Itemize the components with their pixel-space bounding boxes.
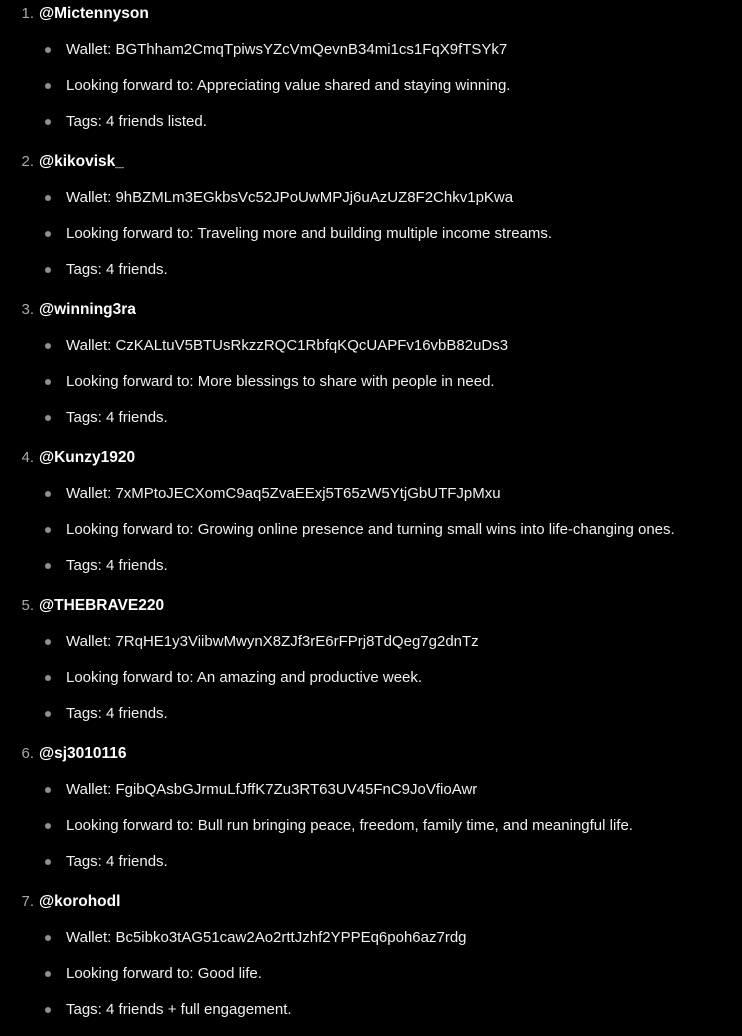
username-handle: @Kunzy1920 — [39, 449, 136, 466]
bullet-icon — [45, 415, 51, 421]
list-number: 6. — [21, 745, 34, 762]
goal-text: Looking forward to: Bull run bringing peace, freedom, family time, and meaningful life. — [66, 817, 633, 834]
tags-text: Tags: 4 friends. — [66, 409, 168, 426]
bullet-icon — [45, 787, 51, 793]
goal-item — [66, 964, 262, 984]
tags-text: Tags: 4 friends. — [66, 557, 168, 574]
goal-text: Looking forward to: Appreciating value shared and staying winning. — [66, 77, 511, 94]
tags-text: Tags: 4 friends. — [66, 705, 168, 722]
goal-item — [66, 372, 495, 392]
bullet-icon — [45, 343, 51, 349]
wallet-text: Wallet: 9hBZMLm3EGkbsVc52JPoUwMPJj6uAzUZ8F2Chkv1pKwa — [66, 189, 514, 206]
wallet-text: Wallet: 7RqHE1y3ViibwMwynX8ZJf3rE6rFPrj8TdQeg7g2dnTz — [66, 633, 479, 650]
list-item-3 — [0, 296, 742, 444]
wallet-item — [66, 928, 467, 948]
wallet-item — [66, 780, 477, 800]
bullet-icon — [45, 971, 51, 977]
list-number: 4. — [21, 449, 34, 466]
bullet-icon — [45, 675, 51, 681]
tags-item — [66, 112, 207, 132]
username-handle: @sj3010116 — [39, 745, 127, 762]
bullet-icon — [45, 859, 51, 865]
wallet-item — [66, 40, 507, 60]
bullet-icon — [45, 83, 51, 89]
wallet-text: Wallet: CzKALtuV5BTUsRkzzRQC1RbfqKQcUAPFv16vbB82uDs3 — [66, 337, 509, 354]
tags-text: Tags: 4 friends + full engagement. — [66, 1001, 292, 1018]
bullet-icon — [45, 491, 51, 497]
tags-item — [66, 408, 168, 428]
username-handle: @THEBRAVE220 — [39, 597, 165, 614]
username-handle: @winning3ra — [39, 301, 136, 318]
tags-item — [66, 852, 168, 872]
tags-text: Tags: 4 friends. — [66, 853, 168, 870]
bullet-icon — [45, 935, 51, 941]
tags-item — [66, 704, 168, 724]
wallet-text: Wallet: Bc5ibko3tAG51caw2Ao2rttJzhf2YPPEq6poh6az7rdg — [66, 929, 467, 946]
goal-text: Looking forward to: Good life. — [66, 965, 262, 982]
bullet-icon — [45, 823, 51, 829]
goal-text: Looking forward to: Traveling more and building multiple income streams. — [66, 225, 553, 242]
list-item-7 — [0, 888, 742, 1036]
goal-text: Looking forward to: An amazing and productive week. — [66, 669, 423, 686]
tags-text: Tags: 4 friends. — [66, 261, 168, 278]
bullet-icon — [45, 1007, 51, 1013]
goal-item — [66, 224, 552, 244]
list-number: 5. — [21, 597, 34, 614]
wallet-text: Wallet: BGThham2CmqTpiwsYZcVmQevnB34mi1cs1FqX9fTSYk7 — [66, 41, 508, 58]
wallet-text: Wallet: 7xMPtoJECXomC9aq5ZvaEExj5T65zW5YtjGbUTFJpMxu — [66, 485, 501, 502]
list-item-2 — [0, 148, 742, 296]
list-item-4 — [0, 444, 742, 592]
wallet-item — [66, 484, 501, 504]
wallet-item — [66, 188, 513, 208]
list-item-6 — [0, 740, 742, 888]
list-item-5 — [0, 592, 742, 740]
list-item-1 — [0, 0, 742, 148]
bullet-icon — [45, 527, 51, 533]
list-number: 3. — [21, 301, 34, 318]
bullet-icon — [45, 47, 51, 53]
list-number: 2. — [21, 153, 34, 170]
goal-item — [66, 668, 422, 688]
wallet-item — [66, 336, 508, 356]
list-number: 1. — [21, 5, 34, 22]
tags-item — [66, 260, 168, 280]
tags-item — [66, 1000, 292, 1020]
bullet-icon — [45, 379, 51, 385]
wallet-item — [66, 632, 479, 652]
bullet-icon — [45, 119, 51, 125]
goal-item — [66, 816, 633, 836]
bullet-icon — [45, 231, 51, 237]
bullet-icon — [45, 267, 51, 273]
goal-text: Looking forward to: Growing online presence and turning small wins into life-changing ones. — [66, 521, 675, 538]
wallet-text: Wallet: FgibQAsbGJrmuLfJffK7Zu3RT63UV45FnC9JoVfioAwr — [66, 781, 478, 798]
goal-item — [66, 76, 510, 96]
bullet-icon — [45, 563, 51, 569]
goal-text: Looking forward to: More blessings to share with people in need. — [66, 373, 495, 390]
bullet-icon — [45, 195, 51, 201]
list-number: 7. — [21, 893, 34, 910]
username-handle: @kikovisk_ — [39, 153, 124, 170]
bullet-icon — [45, 711, 51, 717]
tags-item — [66, 556, 168, 576]
username-handle: @Mictennyson — [39, 5, 149, 22]
tags-text: Tags: 4 friends listed. — [66, 113, 207, 130]
username-handle: @korohodl — [39, 893, 121, 910]
bullet-icon — [45, 639, 51, 645]
goal-item — [66, 520, 675, 540]
